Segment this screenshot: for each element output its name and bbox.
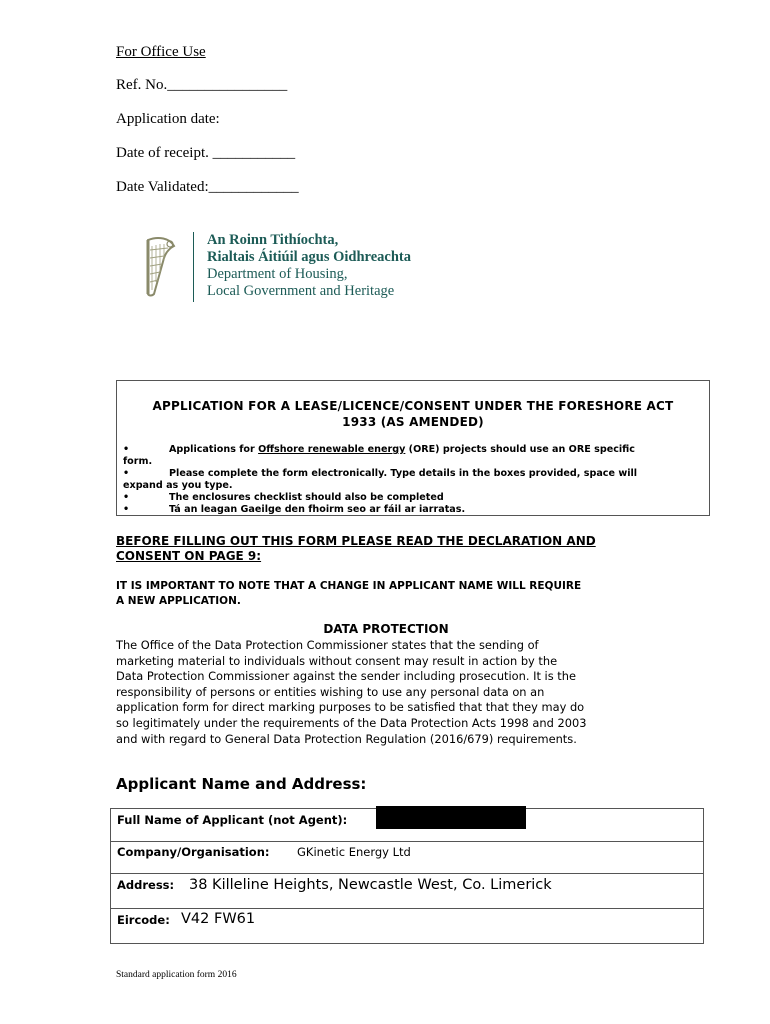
note-ore-cont: form. bbox=[123, 456, 153, 467]
department-logo-text bbox=[207, 232, 411, 300]
full-name-label: Full Name of Applicant (not Agent): bbox=[117, 813, 348, 827]
dp-line-3: Data Protection Commissioner against the sender including prosecution. It is the bbox=[116, 669, 576, 684]
eircode-row[interactable] bbox=[111, 909, 703, 944]
dp-line-2: marketing material to individuals without consent may result in action by the bbox=[116, 653, 558, 668]
bullet: • bbox=[123, 444, 130, 455]
declaration-warning-line-2: CONSENT ON PAGE 9: bbox=[116, 549, 262, 563]
note-irish-text: Tá an leagan Gaeilge den fhoirm seo ar fáil ar iarratas. bbox=[169, 504, 466, 515]
redacted-applicant-name bbox=[376, 806, 526, 829]
declaration-warning-line-1: BEFORE FILLING OUT THIS FORM PLEASE READ THE DECLARATION AND bbox=[116, 534, 596, 548]
ref-no-field: Ref. No.________________ bbox=[116, 77, 288, 93]
date-validated-field: Date Validated:____________ bbox=[116, 179, 299, 195]
name-change-warning bbox=[116, 579, 581, 609]
logo-line-1: An Roinn Tithíochta, bbox=[207, 232, 339, 248]
date-of-receipt-field: Date of receipt. ___________ bbox=[116, 145, 296, 161]
data-protection-title: DATA PROTECTION bbox=[323, 622, 449, 636]
address-value[interactable]: 38 Killeline Heights, Newcastle West, Co. Limerick bbox=[189, 877, 552, 893]
office-use-heading: For Office Use bbox=[116, 44, 206, 60]
company-value[interactable]: GKinetic Energy Ltd bbox=[297, 845, 411, 859]
ore-link[interactable]: Offshore renewable energy bbox=[258, 444, 406, 455]
logo-line-3: Department of Housing, bbox=[207, 266, 348, 282]
applicant-heading: Applicant Name and Address: bbox=[116, 775, 367, 793]
declaration-warning bbox=[116, 534, 596, 564]
dp-line-7: and with regard to General Data Protection Regulation (2016/679) requirements. bbox=[116, 731, 577, 746]
note-ore bbox=[123, 444, 635, 456]
eircode-value[interactable]: V42 FW61 bbox=[181, 911, 256, 927]
eircode-label: Eircode: bbox=[117, 913, 170, 927]
application-date-field: Application date: bbox=[116, 111, 220, 127]
note-electronic-cont: expand as you type. bbox=[123, 480, 233, 491]
note-checklist bbox=[123, 492, 444, 504]
note-irish bbox=[123, 504, 465, 516]
note-electronic-text: Please complete the form electronically. Type details in the boxes provided, space will bbox=[169, 468, 638, 479]
dp-line-4: responsibility of persons or entities wishing to use any personal data on an bbox=[116, 684, 545, 699]
name-change-warning-line-1: IT IS IMPORTANT TO NOTE THAT A CHANGE IN APPLICANT NAME WILL REQUIRE bbox=[116, 580, 582, 592]
data-protection-body bbox=[116, 638, 661, 747]
bullet: • bbox=[123, 492, 130, 503]
dp-line-5: application form for direct marking purposes to be satisfied that that they may do bbox=[116, 700, 585, 715]
note-electronic bbox=[123, 468, 637, 480]
note-ore-text-a: Applications for bbox=[169, 444, 259, 455]
application-title-box bbox=[116, 380, 710, 516]
bullet: • bbox=[123, 468, 130, 479]
company-row[interactable] bbox=[111, 842, 703, 874]
footer-text: Standard application form 2016 bbox=[116, 970, 237, 980]
company-label: Company/Organisation: bbox=[117, 845, 270, 859]
application-title bbox=[117, 398, 709, 430]
address-label: Address: bbox=[117, 878, 175, 892]
name-change-warning-line-2: A NEW APPLICATION. bbox=[116, 595, 241, 607]
title-line-1: APPLICATION FOR A LEASE/LICENCE/CONSENT UNDER THE FORESHORE ACT bbox=[152, 399, 674, 413]
logo-line-4: Local Government and Heritage bbox=[207, 283, 395, 299]
note-ore-text-b: (ORE) projects should use an ORE specific bbox=[405, 444, 635, 455]
harp-icon bbox=[140, 236, 178, 298]
note-checklist-text: The enclosures checklist should also be completed bbox=[169, 492, 444, 503]
dp-line-1: The Office of the Data Protection Commissioner states that the sending of bbox=[116, 638, 539, 652]
address-row[interactable] bbox=[111, 874, 703, 909]
title-line-2: 1933 (AS AMENDED) bbox=[342, 415, 484, 429]
dp-line-6: so legitimately under the requirements of the Data Protection Acts 1998 and 2003 bbox=[116, 715, 587, 730]
bullet: • bbox=[123, 504, 130, 515]
logo-divider bbox=[193, 232, 194, 302]
logo-line-2: Rialtais Áitiúil agus Oidhreachta bbox=[207, 249, 411, 265]
